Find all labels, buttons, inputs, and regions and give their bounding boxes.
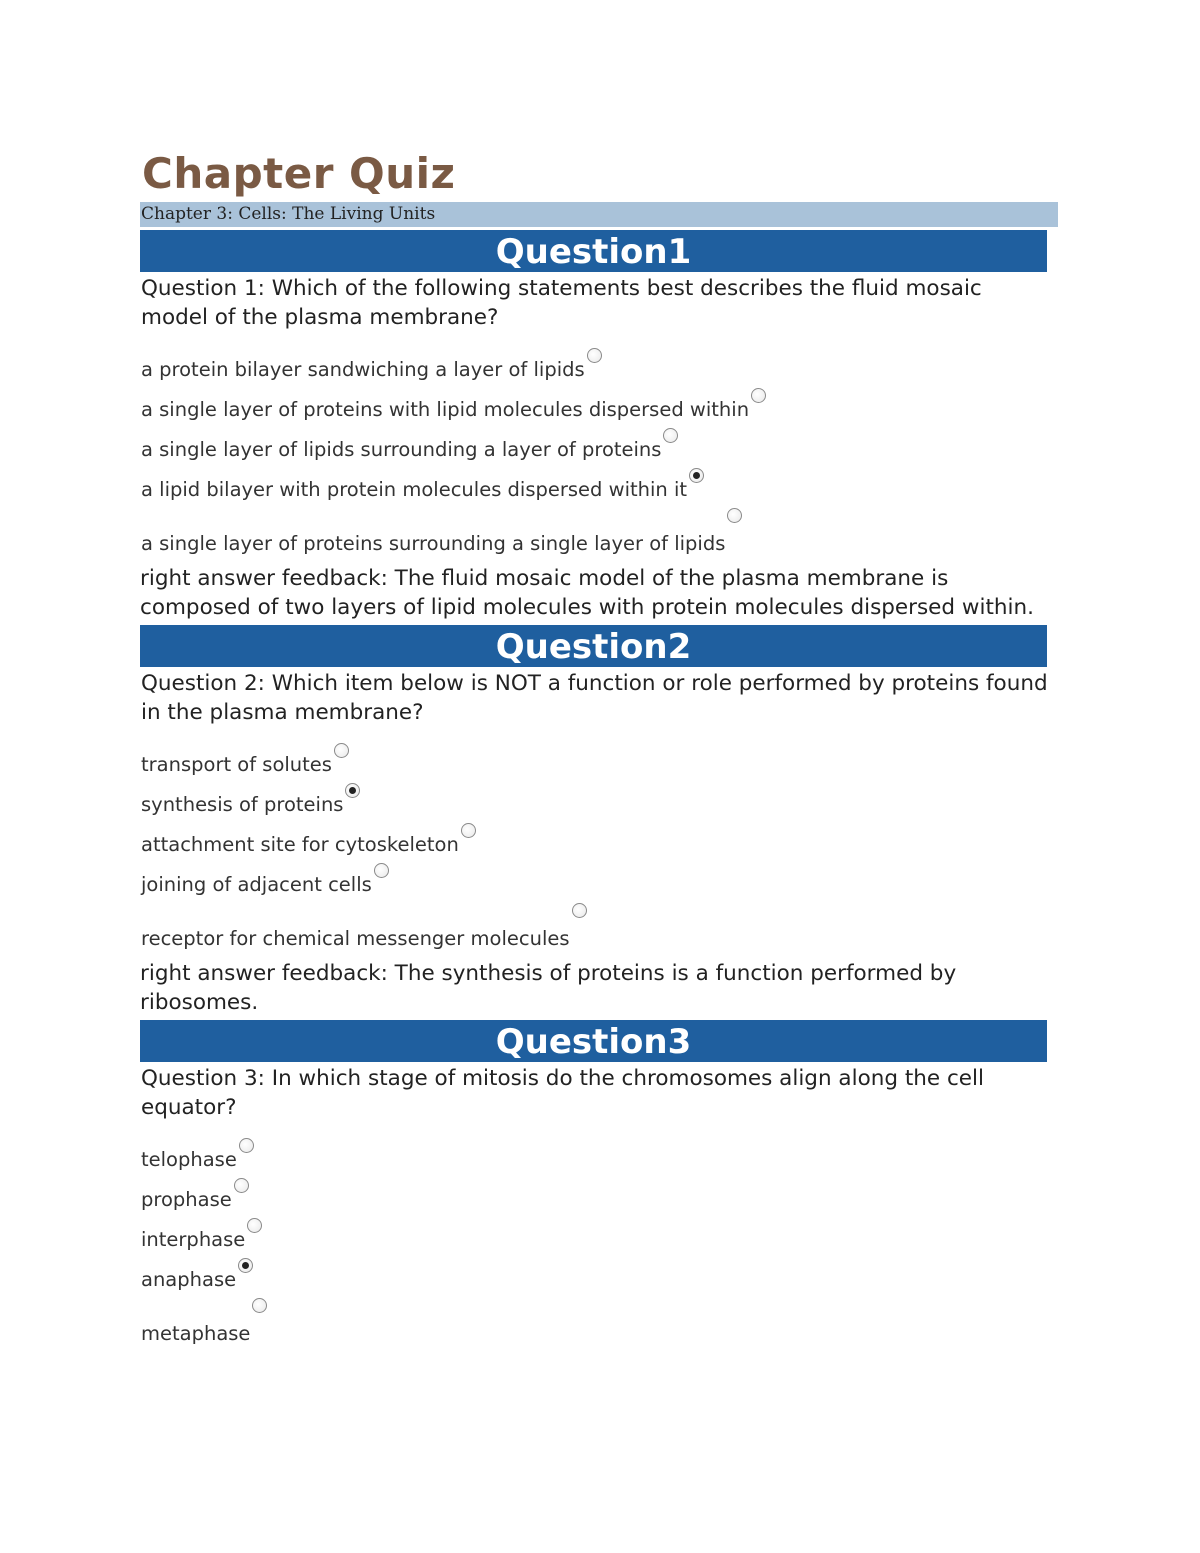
option-label: a protein bilayer sandwiching a layer of lipids <box>141 358 585 381</box>
question-text: Question 2: Which item below is NOT a function or role performed by proteins found in the plasma membrane? <box>141 671 1048 725</box>
question-header: Question3 <box>140 1020 1047 1062</box>
radio-button[interactable] <box>461 823 476 838</box>
radio-button[interactable] <box>252 1298 267 1313</box>
answer-option[interactable] <box>141 1214 1060 1254</box>
option-label: interphase <box>141 1228 246 1251</box>
option-label: a lipid bilayer with protein molecules dispersed within it <box>141 478 688 501</box>
radio-button[interactable] <box>234 1178 249 1193</box>
radio-button[interactable] <box>663 428 678 443</box>
option-label: prophase <box>141 1188 232 1211</box>
option-label: synthesis of proteins <box>141 793 344 816</box>
option-label: a single layer of proteins surrounding a single layer of lipids <box>141 532 726 555</box>
answer-option[interactable] <box>141 1134 1060 1174</box>
answer-option[interactable] <box>141 779 1060 819</box>
option-label: receptor for chemical messenger molecules <box>141 927 570 950</box>
answer-option[interactable] <box>141 424 1060 464</box>
radio-button[interactable] <box>727 508 742 523</box>
option-label: a single layer of proteins with lipid molecules dispersed within <box>141 398 750 421</box>
question-block-3 <box>140 1020 1060 1348</box>
radio-button[interactable] <box>247 1218 262 1233</box>
option-label: anaphase <box>141 1268 237 1291</box>
question-block-2 <box>140 625 1060 1017</box>
option-label: a single layer of lipids surrounding a layer of proteins <box>141 438 662 461</box>
question-text: Question 3: In which stage of mitosis do the chromosomes align along the cell equator? <box>141 1066 984 1120</box>
answer-option[interactable] <box>141 1254 1060 1294</box>
radio-button[interactable] <box>572 903 587 918</box>
answer-feedback: right answer feedback: The fluid mosaic model of the plasma membrane is composed of two layers of lipid molecules with protein molecules dispersed within. <box>140 566 1034 620</box>
answer-options <box>141 739 1060 953</box>
answer-option[interactable] <box>141 739 1060 779</box>
answer-options <box>141 344 1060 558</box>
radio-button-selected[interactable] <box>238 1258 253 1273</box>
option-label: attachment site for cytoskeleton <box>141 833 459 856</box>
question-block-1 <box>140 230 1060 622</box>
radio-button[interactable] <box>334 743 349 758</box>
answer-options <box>141 1134 1060 1348</box>
question-text: Question 1: Which of the following statements best describes the fluid mosaic model of the plasma membrane? <box>141 276 982 330</box>
radio-button[interactable] <box>751 388 766 403</box>
answer-option[interactable] <box>141 819 1060 859</box>
answer-option[interactable] <box>141 859 1060 899</box>
answer-option[interactable] <box>141 504 1060 558</box>
radio-button-selected[interactable] <box>689 468 704 483</box>
option-label: metaphase <box>141 1322 251 1345</box>
radio-button[interactable] <box>587 348 602 363</box>
answer-option[interactable] <box>141 1174 1060 1214</box>
chapter-subtitle: Chapter 3: Cells: The Living Units <box>140 202 1058 227</box>
question-header: Question1 <box>140 230 1047 272</box>
option-label: telophase <box>141 1148 237 1171</box>
option-label: joining of adjacent cells <box>141 873 372 896</box>
quiz-page <box>140 148 1060 1348</box>
answer-feedback: right answer feedback: The synthesis of proteins is a function performed by ribosomes. <box>140 961 957 1015</box>
answer-option[interactable] <box>141 464 1060 504</box>
page-title: Chapter Quiz <box>142 149 456 198</box>
question-header: Question2 <box>140 625 1047 667</box>
radio-button-selected[interactable] <box>345 783 360 798</box>
answer-option[interactable] <box>141 384 1060 424</box>
answer-option[interactable] <box>141 344 1060 384</box>
radio-button[interactable] <box>374 863 389 878</box>
option-label: transport of solutes <box>141 753 332 776</box>
answer-option[interactable] <box>141 899 1060 953</box>
answer-option[interactable] <box>141 1294 1060 1348</box>
radio-button[interactable] <box>239 1138 254 1153</box>
